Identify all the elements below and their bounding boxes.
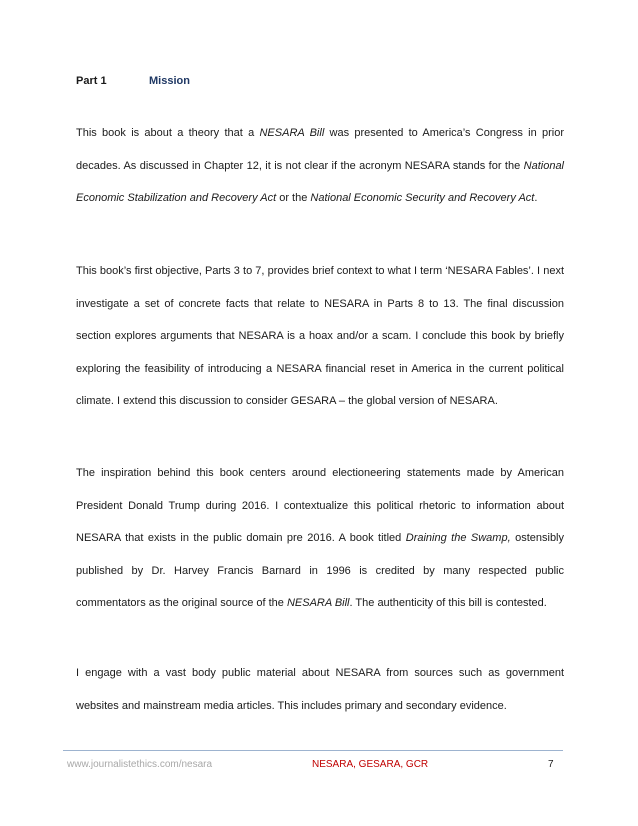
paragraph-3 [76,457,564,620]
paragraph-1-text: or the [276,192,311,204]
paragraph-1-text: This book is about a theory that a [76,127,260,139]
nesara-bill-title: NESARA Bill [286,597,350,609]
paragraph-1-text: was presented to America’s Congress in prior decades. As discussed in Chapter 12, it is not clear if the acronym NESARA stands for the [76,127,564,172]
paragraph-2: This book’s first objective, Parts 3 to 7, provides brief context to what I term ‘NESARA Fables’. I next investigate a set of concrete facts that relate to NESARA in Parts 8 to 13. The final discussion section explores arguments that NESARA is a hoax and/or a scam. I conclude this book by briefly exploring the feasibility of introducing a NESARA financial reset in America in the current political climate. I extend this discussion to consider GESARA – the global version of NESARA. [76,265,564,407]
act-name-security: National Economic Security and Recovery Act [310,192,535,204]
part-title: Mission [149,75,190,87]
footer-title: NESARA, GESARA, GCR [312,759,429,770]
paragraph-1 [76,117,564,215]
paragraph-1-text: . [534,192,538,204]
nesara-bill-title: NESARA Bill [259,127,325,139]
book-title: Draining the Swamp, [405,532,511,544]
paragraph-3-text: The inspiration behind this book centers around electioneering statements made by American President Donald Trump during 2016. I contextualize this political rhetoric to information about NESARA that exists in the public domain pre 2016. A book titled [76,467,564,544]
paragraph-4: I engage with a vast body public material about NESARA from sources such as government websites and mainstream media articles. This includes primary and secondary evidence. [76,667,564,712]
footer-divider [63,750,563,751]
footer-url-link[interactable]: www.journalistethics.com/nesara [67,759,213,770]
act-name-stabilization: National Economic Stabilization and Recovery Act [76,159,564,204]
paragraph-3-text: ostensibly published by Dr. Harvey Francis Barnard in 1996 is credited by many respected public commentators as the original source of the [76,532,564,609]
section-heading [76,75,190,87]
part-label: Part 1 [76,75,107,87]
page-number: 7 [548,759,554,770]
paragraph-3-text: . The authenticity of this bill is contested. [349,597,547,609]
